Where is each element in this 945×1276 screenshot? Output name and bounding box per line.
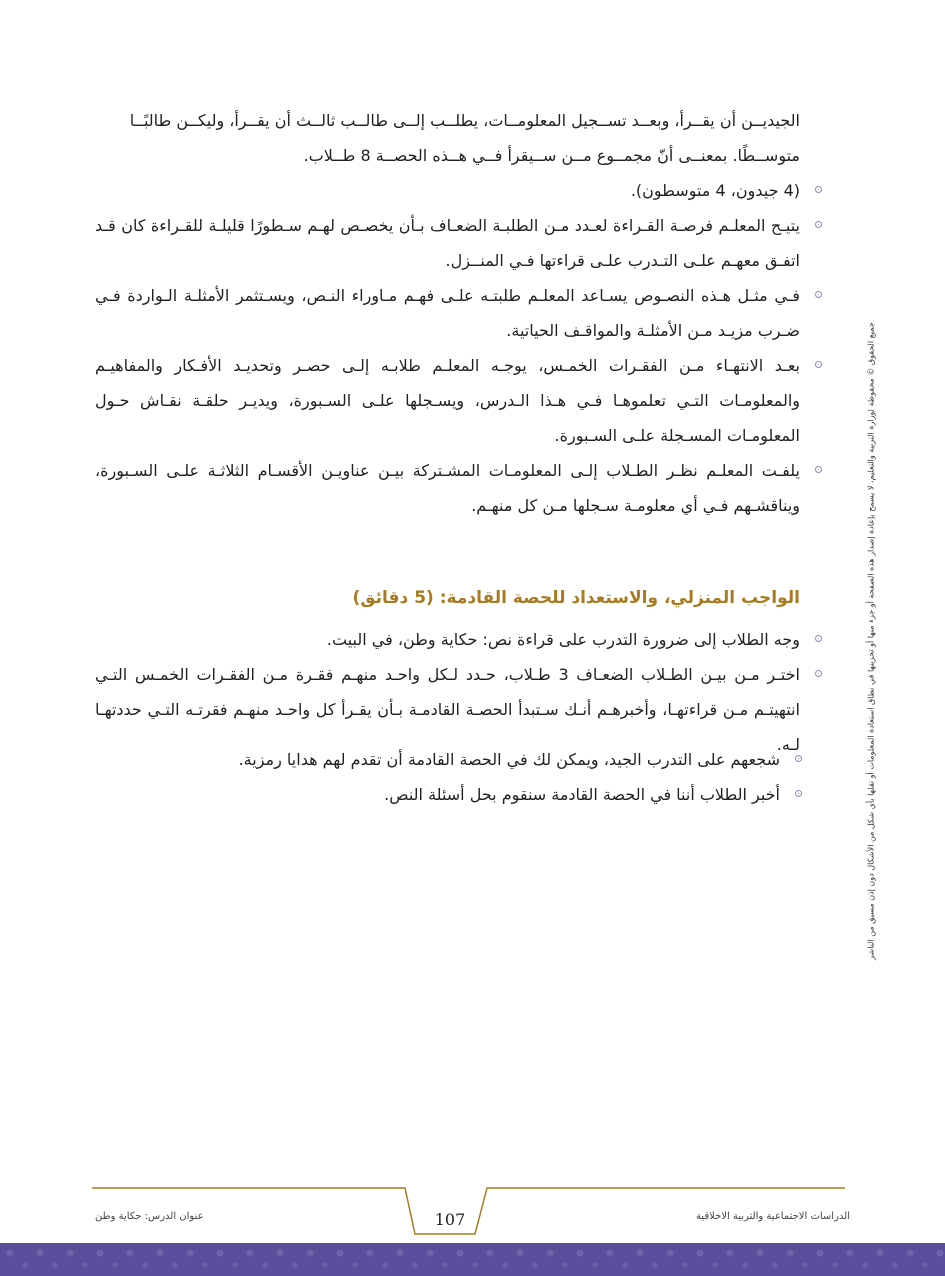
subject-footer: الدراسات الاجتماعية والتربية الاخلاقية: [695, 1211, 850, 1222]
intro-line-2: متوســطًا. بمعنــى أنّ مجمــوع مــن ســيقرأ فــي هــذه الحصــة 8 طــلاب.: [303, 146, 800, 165]
list-item: يتيـح المعلـم فرصـة القـراءة لعـدد مـن الطلبـة الضعـاف بـأن يخصـص لهـم سـطورًا قليلـة للقـراءة كان قـد اتفـق معهـم علـى التـدرب علـى قراءتها فـي المنــزل.: [95, 208, 800, 278]
homework-body-2: [95, 742, 780, 812]
steps-list: [95, 173, 800, 523]
homework-section-title: الواجب المنزلي، والاستعداد للحصة القادمة: (5 دقائق): [352, 588, 800, 608]
list-item: بعـد الانتهـاء مـن الفقـرات الخمـس، يوجـه المعلـم طلابـه إلـى حصـر وتحديـد الأفـكار والمفاهيـم والمعلومـات التـي تعلموهـا فـي هـذا الـدرس، ويسـجلها علـى السـبورة، ويديـر حلقـة نقـاش حـول المعلومـات المسـجلة علـى السـبورة.: [95, 348, 800, 453]
list-item: فـي مثـل هـذه النصـوص يسـاعد المعلـم طلبتـه علـى فهـم مـاوراء النـص، ويسـتثمر الأمثلـة الـواردة فـي ضـرب مزيـد مـن الأمثلـة والمواقـف الحياتية.: [95, 278, 800, 348]
list-item: يلفـت المعلـم نظـر الطـلاب إلـى المعلومـات المشـتركة بيـن عناويـن الأقسـام الثلاثـة علـى السـبورة، ويناقشـهم فـي أي معلومـة سـجلها مـن كل منهـم.: [95, 453, 800, 523]
list-item: أخبر الطلاب أننا في الحصة القادمة سنقوم بحل أسئلة النص.: [95, 777, 780, 812]
homework-body: [95, 622, 800, 762]
page-number: 107: [434, 1210, 466, 1229]
bullet-icon: [815, 291, 822, 298]
bullet-icon: [815, 670, 822, 677]
list-item: وجه الطلاب إلى ضرورة التدرب على قراءة نص: حكاية وطن، في البيت.: [95, 622, 800, 657]
bullet-icon: [795, 755, 802, 762]
list-item: شجعهم على التدرب الجيد، ويمكن لك في الحصة القادمة أن تقدم لهم هدايا رمزية.: [95, 742, 780, 777]
bullet-icon: [815, 186, 822, 193]
bullet-icon: [815, 221, 822, 228]
bullet-icon: [815, 361, 822, 368]
intro-line-1: الجيديــن أن يقــرأ، وبعــد تســجيل المعلومــات، يطلــب إلــى طالــب ثالــث أن يقــرأ، وليكــن طالبًــا: [129, 111, 800, 130]
bullet-icon: [795, 790, 802, 797]
bullet-icon: [815, 635, 822, 642]
homework-list-2: [95, 742, 780, 812]
list-item: اختـر مـن بيـن الطـلاب الضعـاف 3 طـلاب، حـدد لـكل واحـد منهـم فقـرة مـن الفقـرات الخمـس التـي انتهيتـم مـن قراءتهـا، وأخبرهـم أنـك سـتبدأ الحصـة القادمـة بـأن يقـرأ كل واحـد منهـم فقرتـه التـي حددتهـا لـه.: [95, 657, 800, 762]
lesson-title-footer: عنوان الدرس: حكاية وطن: [95, 1211, 204, 1222]
homework-list: [95, 622, 800, 762]
list-item: (4 جيدون، 4 متوسطون).: [95, 173, 800, 208]
decorative-band: [0, 1243, 945, 1276]
bullet-icon: [815, 466, 822, 473]
copyright-notice: جميع الحقوق © محفوظة لوزارة التربية والتعليم، لا يسمح بإعادة إصدار هذه الصفحة أو جزء منها أو تخزينها في نطاق استعادة المعلومات أو نقلها بأي شكل من الأشكال دون إذن مسبق من الناشر: [866, 322, 876, 960]
lesson-body: [95, 103, 800, 523]
